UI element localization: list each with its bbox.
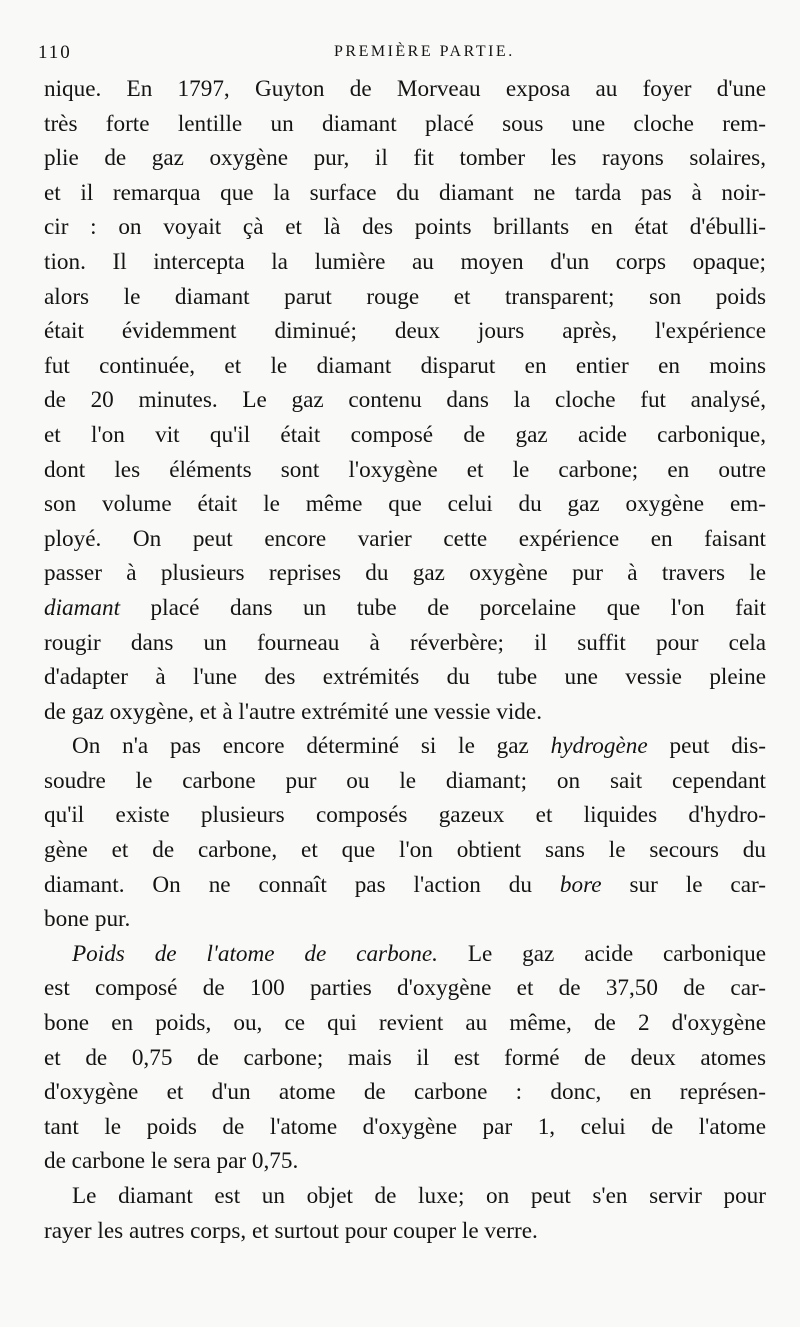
text-line: passer à plusieurs reprises du gaz oxygène pur à travers le xyxy=(44,560,766,587)
paragraph-diamond-use xyxy=(44,1179,766,1248)
text-line: rougir dans un fourneau à réverbère; il suffit pour cela xyxy=(44,629,766,656)
text-line: est composé de 100 parties d'oxygène et de 37,50 de car- xyxy=(44,975,766,1002)
section-heading-italic: Poids de l'atome de carbone. xyxy=(72,940,438,967)
body-text xyxy=(44,72,766,1248)
text-line: plie de gaz oxygène pur, il fit tomber les rayons solaires, xyxy=(44,145,766,172)
text-line: était évidemment diminué; deux jours après, l'expérience xyxy=(44,318,766,345)
text-fragment: peut dis- xyxy=(647,733,766,760)
text-line: tant le poids de l'atome d'oxygène par 1, celui de l'atome xyxy=(44,1113,766,1140)
text-fragment: sur le car- xyxy=(601,871,766,898)
text-line: de 20 minutes. Le gaz contenu dans la cloche fut analysé, xyxy=(44,387,766,414)
text-line: qu'il existe plusieurs composés gazeux et liquides d'hydro- xyxy=(44,802,766,829)
text-line: gène et de carbone, et que l'on obtient sans le secours du xyxy=(44,837,766,864)
text-line: et l'on vit qu'il était composé de gaz acide carbonique, xyxy=(44,421,766,448)
text-line: de carbone le sera par 0,75. xyxy=(44,1148,299,1175)
text-line: dont les éléments sont l'oxygène et le carbone; en outre xyxy=(44,456,766,483)
text-line: et il remarqua que la surface du diamant ne tarda pas à noir- xyxy=(44,179,766,206)
paragraph-diamond-combustion xyxy=(44,72,766,729)
italic-term: hydrogène xyxy=(550,733,648,760)
text-line xyxy=(44,937,766,972)
page-number: 110 xyxy=(38,42,72,63)
text-line: et de 0,75 de carbone; mais il est formé de deux atomes xyxy=(44,1044,766,1071)
italic-term: bore xyxy=(559,871,602,898)
text-line: très forte lentille un diamant placé sous une cloche rem- xyxy=(44,110,766,137)
paragraph-atomic-weight xyxy=(44,937,766,1179)
text-line: rayer les autres corps, et surtout pour couper le verre. xyxy=(44,1217,538,1244)
text-line: Le diamant est un objet de luxe; on peut s'en servir pour xyxy=(72,1183,766,1209)
text-line: d'adapter à l'une des extrémités du tube une vessie pleine xyxy=(44,664,766,691)
running-title: PREMIÈRE PARTIE. xyxy=(334,43,515,60)
text-fragment: Le gaz acide carbonique xyxy=(437,940,766,967)
text-line: cir : on voyait çà et là des points brillants en état d'ébulli- xyxy=(44,214,766,241)
text-line: soudre le carbone pur ou le diamant; on sait cependant xyxy=(44,767,766,794)
text-line: nique. En 1797, Guyton de Morveau exposa au foyer d'une xyxy=(44,76,766,102)
paragraph-hydrogen xyxy=(44,729,766,937)
text-line: alors le diamant parut rouge et transparent; son poids xyxy=(44,283,766,310)
text-line: de gaz oxygène, et à l'autre extrémité une vessie vide. xyxy=(44,698,542,725)
text-line xyxy=(44,729,766,764)
text-line: son volume était le même que celui du gaz oxygène em- xyxy=(44,491,766,518)
page-header xyxy=(38,42,768,72)
text-line: bone pur. xyxy=(44,906,131,933)
text-fragment: placé dans un tube de porcelaine que l'on fait xyxy=(120,594,766,621)
text-fragment: On n'a pas encore déterminé si le gaz xyxy=(72,733,551,760)
text-line: d'oxygène et d'un atome de carbone : donc, en représen- xyxy=(44,1079,766,1106)
text-line: bone en poids, ou, ce qui revient au même, de 2 d'oxygène xyxy=(44,1010,766,1037)
text-line xyxy=(44,868,766,903)
text-line xyxy=(44,591,766,626)
text-fragment: diamant. On ne connaît pas l'action du xyxy=(44,871,560,898)
italic-term: diamant xyxy=(44,594,121,621)
text-line: tion. Il intercepta la lumière au moyen d'un corps opaque; xyxy=(44,248,766,275)
text-line: ployé. On peut encore varier cette expérience en faisant xyxy=(44,525,766,552)
text-line: fut continuée, et le diamant disparut en entier en moins xyxy=(44,352,766,379)
